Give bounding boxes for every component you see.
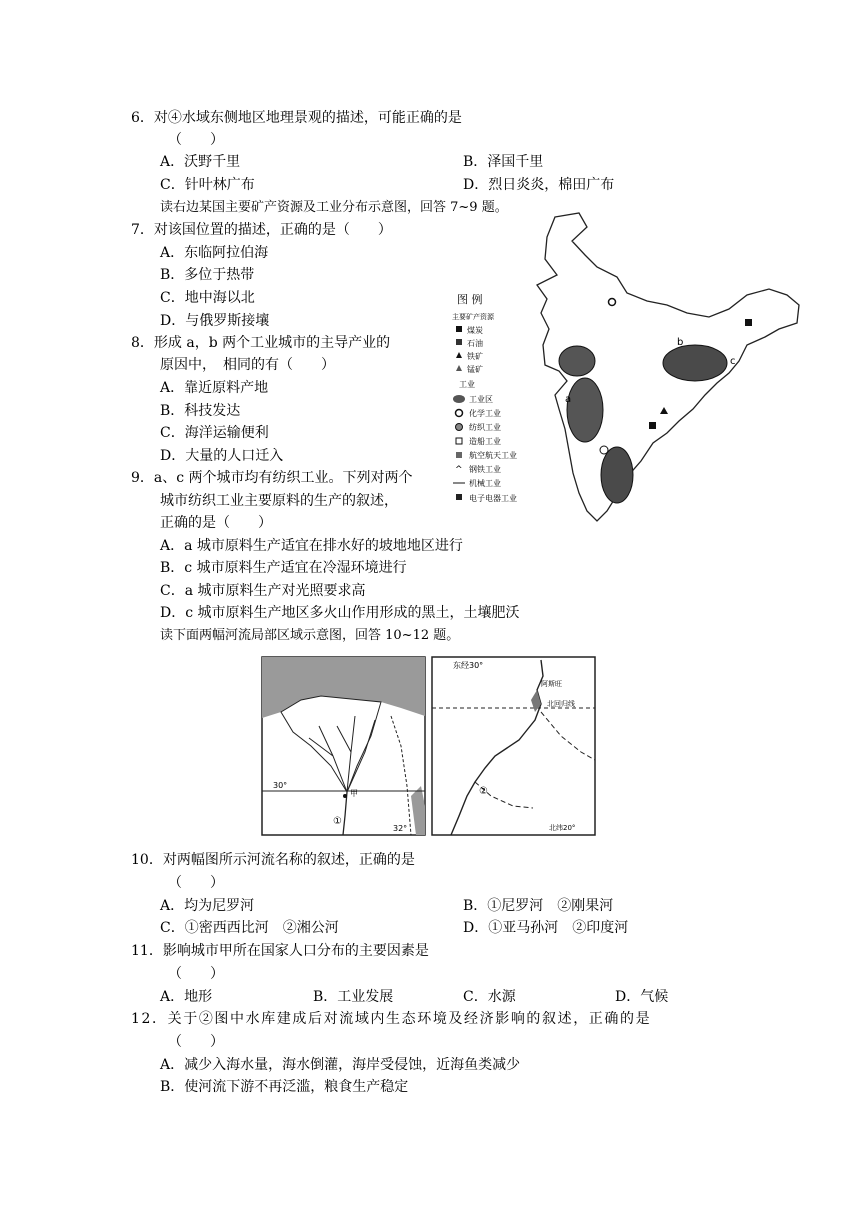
- intro-7-9: 读右边某国主要矿产资源及工业分布示意图，回答 7~9 题。: [160, 200, 508, 215]
- coal-symbol: [745, 319, 752, 326]
- q7-stem: 7．对该国位置的描述，正确的是（ ）: [131, 222, 392, 238]
- q10-option-c: C．①密西西比河 ②湘公河: [160, 920, 339, 936]
- q6-stem: 6．对④水域东侧地区地理景观的描述，可能正确的是: [131, 110, 462, 126]
- q11-option-b: B．工业发展: [313, 989, 394, 1005]
- q8-option-d: D．大量的人口迁入: [160, 448, 284, 464]
- q6-option-c: C．针叶林广布: [160, 177, 255, 193]
- legend-item-coal: 煤炭: [467, 326, 483, 335]
- q10-option-b: B．①尼罗河 ②刚果河: [463, 898, 614, 914]
- industrial-zone-west: [567, 378, 603, 442]
- legend-ind-electronics: 电子电器工业: [469, 494, 517, 503]
- q9-option-c: C．a 城市原料生产对光照要求高: [160, 583, 366, 599]
- legend-ind-aerospace: 航空航天工业: [469, 451, 517, 460]
- q11-option-a: A．地形: [160, 989, 213, 1005]
- q6-option-a: A．沃野千里: [160, 154, 241, 170]
- left-map-lat: 30°: [273, 781, 288, 790]
- q10-stem: 10．对两幅图所示河流名称的叙述，正确的是: [131, 852, 415, 868]
- right-map-bottom-coord: 北纬20°: [549, 824, 576, 832]
- q11-paren: （ ）: [168, 966, 224, 982]
- legend-ind-steel: 钢铁工业: [469, 465, 501, 474]
- q8-option-c: C．海洋运输便利: [160, 425, 269, 441]
- q12-stem: 12．关于②图中水库建成后对流域内生态环境及经济影响的叙述，正确的是: [131, 1011, 652, 1027]
- q11-option-c: C．水源: [463, 989, 516, 1005]
- q12-option-b: B．使河流下游不再泛滥，粮食生产稳定: [160, 1079, 409, 1095]
- legend-ind-textile: 纺织工业: [469, 423, 501, 432]
- q9-option-d: D．c 城市原料生产地区多火山作用形成的黑土，土壤肥沃: [160, 605, 520, 621]
- right-map-number: ②: [479, 786, 488, 797]
- q9-stem: 9．a、c 两个城市均有纺织工业。下列对两个: [131, 470, 413, 486]
- q10-option-d: D．①亚马孙河 ②印度河: [463, 920, 629, 936]
- legend-ind-machinery: 机械工业: [469, 479, 501, 488]
- q8-stem-2: 原因中， 相同的有（ ）: [160, 357, 335, 373]
- aswan-label: 阿斯旺: [541, 680, 562, 688]
- river-map-2: [431, 656, 596, 836]
- q7-option-c: C．地中海以北: [160, 290, 255, 306]
- q9-option-a: A．a 城市原料生产适宜在排水好的坡地地区进行: [160, 538, 463, 554]
- q7-option-d: D．与俄罗斯接壤: [160, 313, 270, 329]
- industrial-zone-south: [601, 447, 633, 503]
- q6-paren: （ ）: [168, 132, 224, 148]
- coal-symbol: [649, 422, 656, 429]
- legend-ind-shipbuilding: 造船工业: [469, 437, 501, 446]
- legend-industry: 工业: [459, 380, 475, 389]
- left-map-number: ①: [333, 816, 342, 827]
- tropic-label: 北回归线: [547, 700, 575, 708]
- city-jia: 甲: [350, 789, 358, 798]
- q10-paren: （ ）: [168, 875, 224, 891]
- q10-option-a: A．均为尼罗河: [160, 898, 255, 914]
- industrial-zone-north: [559, 346, 595, 376]
- legend-ind-chemical: 化学工业: [469, 409, 501, 418]
- river-map-1: [261, 656, 426, 836]
- left-map-lon: 32°: [393, 824, 408, 833]
- q12-option-a: A．减少入海水量，海水倒灌，海岸受侵蚀，近海鱼类减少: [160, 1057, 521, 1073]
- svg-text:^: ^: [455, 465, 463, 475]
- q9-option-b: B．c 城市原料生产适宜在冷湿环境进行: [160, 560, 407, 576]
- q6-option-b: B．泽国千里: [463, 154, 544, 170]
- q8-stem: 8．形成 a，b 两个工业城市的主导产业的: [131, 335, 391, 351]
- intro-10-12: 读下面两幅河流局部区域示意图，回答 10~12 题。: [160, 628, 460, 643]
- industrial-zone-east: [663, 345, 727, 381]
- q12-paren: （ ）: [168, 1034, 224, 1050]
- q8-option-b: B．科技发达: [160, 403, 241, 419]
- q7-option-a: A．东临阿拉伯海: [160, 245, 269, 261]
- q11-stem: 11．影响城市甲所在国家人口分布的主要因素是: [131, 943, 429, 959]
- q9-stem-2: 城市纺织工业主要原料的生产的叙述，: [160, 493, 398, 509]
- q11-option-d: D．气候: [615, 989, 669, 1005]
- legend-title: 图 例: [457, 293, 483, 306]
- city-label-a: a: [565, 394, 572, 405]
- q9-stem-3: 正确的是（ ）: [160, 515, 272, 531]
- legend-ind-zone: 工业区: [469, 395, 493, 404]
- q6-option-d: D．烈日炎炎，棉田广布: [463, 177, 615, 193]
- city-label-b: b: [677, 337, 684, 348]
- right-map-top-coord: 东经30°: [453, 661, 484, 670]
- india-industry-map: [447, 205, 812, 530]
- legend-item-manganese: 锰矿: [467, 365, 483, 374]
- legend-item-oil: 石油: [467, 339, 483, 348]
- city-label-c: c: [730, 356, 736, 367]
- legend-minerals: 主要矿产资源: [452, 313, 494, 321]
- legend-item-iron: 铁矿: [467, 352, 483, 361]
- q8-option-a: A．靠近原料产地: [160, 380, 269, 396]
- q7-option-b: B．多位于热带: [160, 267, 255, 283]
